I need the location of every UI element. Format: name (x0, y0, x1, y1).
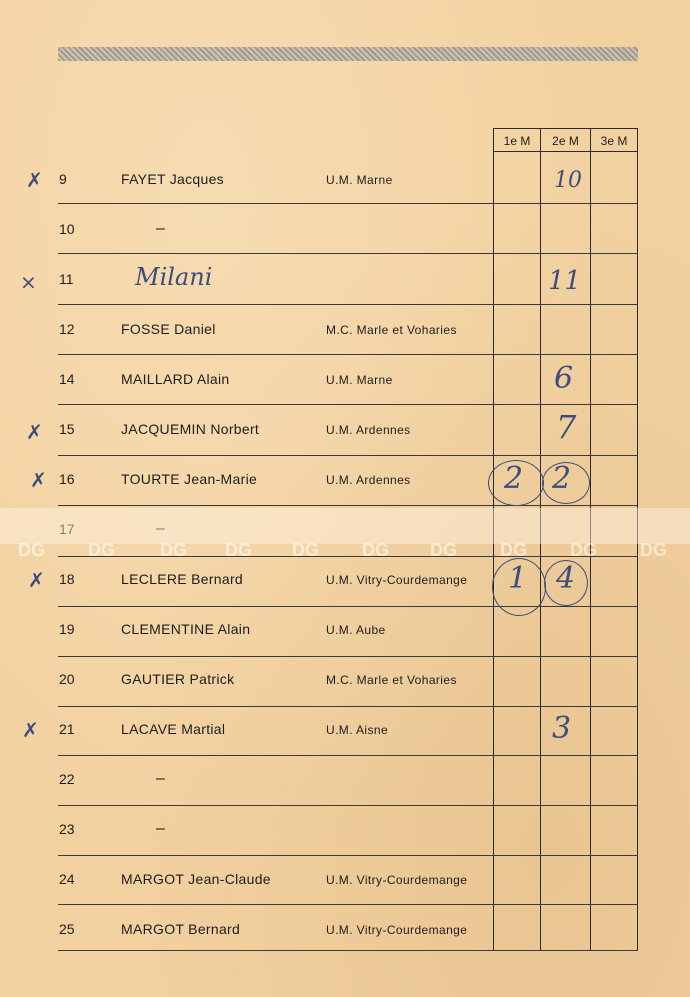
row-number: 20 (59, 671, 75, 687)
score-circle (488, 460, 544, 506)
club-name: U.M. Vitry-Courdemange (326, 573, 468, 587)
watermark-text: DG (88, 540, 115, 560)
empty-entry-dash: – (156, 520, 165, 537)
club-name: U.M. Ardennes (326, 423, 411, 437)
empty-entry-dash: – (156, 220, 165, 237)
handwritten-score: 7 (556, 408, 577, 446)
watermark-text: DG (500, 540, 527, 560)
score-circle (544, 560, 588, 606)
row-number: 24 (59, 871, 75, 887)
handwritten-score: 4 (556, 561, 576, 596)
row-number: 14 (59, 371, 75, 387)
watermark-text: DG (160, 540, 187, 560)
handwritten-score: 11 (548, 266, 582, 296)
rider-name: FAYET Jacques (121, 171, 224, 187)
rider-name: LACAVE Martial (121, 721, 226, 737)
rider-name: LECLERE Bernard (121, 571, 244, 587)
club-name: U.M. Vitry-Courdemange (326, 873, 468, 887)
handwritten-score: 1 (508, 561, 528, 596)
empty-entry-dash: – (156, 770, 165, 787)
club-name: M.C. Marle et Voharies (326, 673, 457, 687)
rider-name: MAILLARD Alain (121, 371, 230, 387)
row-number: 16 (59, 471, 75, 487)
row-divider (58, 404, 638, 405)
watermark-text: DG (362, 540, 389, 560)
rider-name: CLEMENTINE Alain (121, 621, 251, 637)
rider-name: GAUTIER Patrick (121, 671, 235, 687)
margin-check-mark: ✗ (30, 468, 47, 492)
row-divider (58, 755, 638, 756)
margin-check-mark: ✗ (26, 168, 43, 192)
row-number: 19 (59, 621, 75, 637)
column-header-1e-m: 1e M (493, 128, 541, 152)
club-name: U.M. Vitry-Courdemange (326, 923, 468, 937)
row-divider (58, 354, 638, 355)
score-circle (542, 462, 590, 504)
row-number: 17 (59, 521, 75, 537)
handwritten-score: 10 (554, 168, 582, 193)
club-name: U.M. Ardennes (326, 473, 411, 487)
margin-check-mark: ✗ (28, 568, 45, 592)
row-number: 23 (59, 821, 75, 837)
row-divider (58, 203, 638, 204)
row-divider (58, 950, 638, 951)
row-divider (58, 656, 638, 657)
row-number: 18 (59, 571, 75, 587)
club-name: U.M. Marne (326, 173, 393, 187)
row-number: 22 (59, 771, 75, 787)
watermark-text: DG (430, 540, 457, 560)
header-hatch-bar (58, 47, 638, 61)
row-number: 25 (59, 921, 75, 937)
row-divider (58, 455, 638, 456)
handwritten-score: 3 (552, 711, 572, 746)
rider-name: MARGOT Bernard (121, 921, 241, 937)
row-number: 15 (59, 421, 75, 437)
margin-check-mark: ✗ (22, 718, 39, 742)
empty-entry-dash: – (156, 820, 165, 837)
rider-name: FOSSE Daniel (121, 321, 216, 337)
watermark-text: DG (640, 540, 667, 560)
margin-check-mark: ✗ (26, 420, 43, 444)
club-name: U.M. Aisne (326, 723, 389, 737)
row-number: 9 (59, 171, 67, 187)
handwritten-score: 6 (554, 361, 574, 396)
rider-name: MARGOT Jean-Claude (121, 871, 271, 887)
row-divider (58, 706, 638, 707)
row-divider (58, 253, 638, 254)
score-circle (492, 558, 546, 616)
column-header-3e-m: 3e M (590, 128, 638, 152)
row-divider (58, 304, 638, 305)
row-number: 10 (59, 221, 75, 237)
row-divider (58, 805, 638, 806)
watermark-text: DG (292, 540, 319, 560)
row-number: 21 (59, 721, 75, 737)
watermark-text: DG (225, 540, 252, 560)
handwritten-score: 2 (552, 461, 572, 496)
rider-name: JACQUEMIN Norbert (121, 421, 260, 437)
club-name: U.M. Marne (326, 373, 393, 387)
watermark (0, 500, 690, 570)
club-name: M.C. Marle et Voharies (326, 323, 457, 337)
handwritten-score: 2 (504, 461, 524, 496)
row-number: 11 (59, 271, 74, 287)
handwritten-name: Milani (135, 263, 213, 291)
column-header-2e-m: 2e M (540, 128, 591, 152)
row-divider (58, 855, 638, 856)
watermark-text: DG (570, 540, 597, 560)
row-divider (58, 904, 638, 905)
rider-name: TOURTE Jean-Marie (121, 471, 258, 487)
row-divider (58, 606, 638, 607)
club-name: U.M. Aube (326, 623, 386, 637)
row-number: 12 (59, 321, 75, 337)
watermark-text: DG (18, 540, 45, 560)
margin-check-mark: ⨯ (20, 270, 37, 294)
